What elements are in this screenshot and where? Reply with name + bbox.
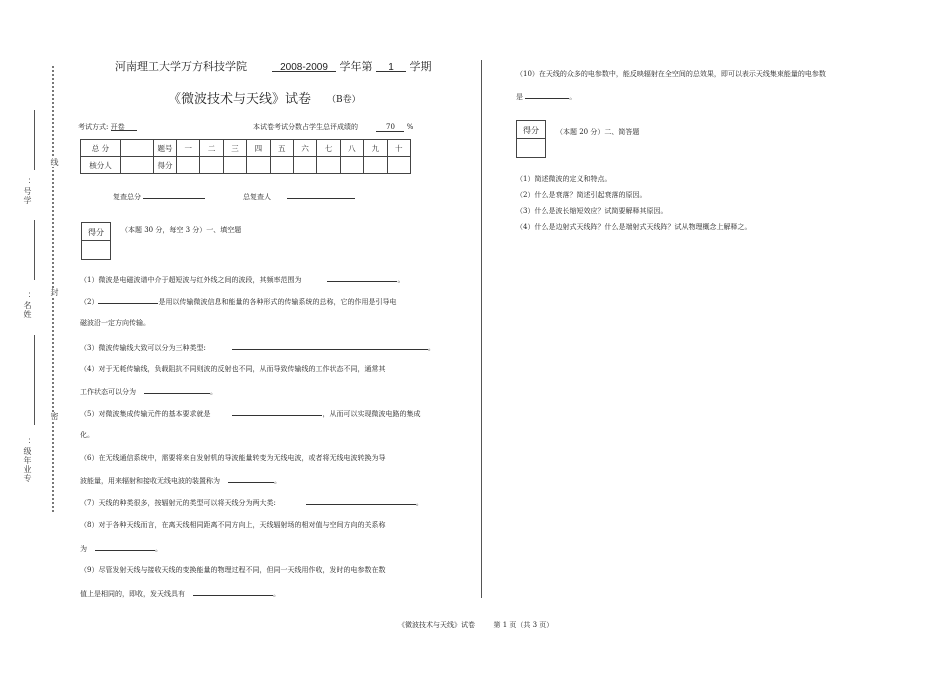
score-cell[interactable] [364,157,387,174]
question-7-line1 [80,497,423,508]
score-table [80,139,411,174]
question-2-line1 [80,296,396,307]
answer-blank[interactable] [232,342,428,350]
exam-mode-label: 考试方式: [78,123,109,131]
short-answer-4: （4）什么是边射式天线阵？什么是端射式天线阵？试从物理概念上解释之。 [516,223,752,231]
recheck-person [243,190,355,202]
score-cell[interactable] [177,157,200,174]
question-number-cell: 八 [340,140,363,157]
question-text: 工作状态可以分为 [80,388,136,396]
score-cell[interactable] [247,157,270,174]
academic-year: 2008-2009 [272,62,336,72]
score-table-row [81,140,411,157]
exam-title: 《微波技术与天线》试卷 [168,92,312,107]
answer-blank[interactable] [144,386,210,394]
question-4-line1 [80,364,385,374]
grader-cell[interactable] [121,157,154,174]
recheck-person-label: 总复查人 [243,193,271,201]
question-6-line2: 波能量，用来辐射和接收无线电波的装置称为 。 [80,477,281,485]
question-1-line1 [80,274,404,285]
page-footer [398,620,553,630]
question-number-cell: 四 [247,140,270,157]
question-text: 为 [80,545,87,553]
section1-heading: （本题 30 分，每空 3 分）一、填空题 [121,226,242,234]
student-id-label: ：号学 [23,178,32,205]
answer-blank[interactable] [193,588,273,596]
binding-seal-label: 封 [50,288,59,297]
score-cell[interactable] [293,157,316,174]
school-name: 河南理工大学万方科技学院 [115,60,247,73]
question-8-line2: 为 。 [80,545,162,553]
question-text: 化。 [80,431,94,439]
academic-year-suffix: 学年第 [339,60,373,73]
section1-score-label: 得分 [82,223,110,241]
question-text: 波能量，用来辐射和接收无线电波的装置称为 [80,477,220,485]
question-5-line1 [80,408,420,419]
recheck-total-blank[interactable] [143,190,205,199]
short-answer-2: （2）什么是衰落？简述引起衰落的原因。 [516,191,647,199]
score-ratio-unit: % [406,123,414,131]
question-8-line1 [80,520,385,530]
total-score-label: 总 分 [81,140,121,157]
question-text-tail: 。 [415,499,423,507]
grader-label: 核分人 [81,157,121,174]
exam-mode [78,122,137,132]
question-text-tail: 是用以传输微波信息和能量的各种形式的传输系统的总称，它的作用是引导电 [158,298,397,306]
footer-page-number: 第 1 页（共 3 页） [493,621,554,629]
answer-blank[interactable] [327,274,397,282]
score-table-row [81,157,411,174]
question-5-line2 [80,430,94,440]
recheck-total [113,190,205,202]
score-cell[interactable] [387,157,410,174]
score-cell[interactable] [317,157,340,174]
question-number-label: 题号 [154,140,177,157]
question-text-tail: 。 [427,344,435,352]
question-text-tail: 。 [397,276,405,284]
side-line [34,220,35,280]
answer-blank[interactable] [95,543,155,551]
question-text: （3）微波传输线大致可以分为三种类型: [80,344,206,352]
score-cell[interactable] [340,157,363,174]
question-9-line1 [80,565,385,575]
binding-secret-label: 密 [50,412,59,421]
question-number-cell: 十 [387,140,410,157]
answer-blank[interactable] [228,475,274,483]
question-number-cell: 六 [293,140,316,157]
question-text: （7）天线的种类很多，按辐射元的类型可以将天线分为两大类: [80,499,276,507]
score-ratio-value: 70 [376,123,404,132]
question-text-tail: ，从而可以实现微波电路的集成 [322,410,421,418]
question-text: （6）在无线通信系统中，需要将来自发射机的导波能量转变为无线电波，或者将无线电波转换为导 [80,454,386,462]
question-number-cell: 一 [177,140,200,157]
answer-blank[interactable] [98,296,158,304]
exam-header [115,58,432,74]
exam-mode-value: 开卷 [111,122,137,131]
question-text: （8）对于各种天线而言，在离天线相同距离不同方向上，天线辐射场的相对值与空间方向的关系称 [80,521,386,529]
score-ratio-text: 本试卷考试分数占学生总评成绩的 [253,123,358,131]
column-divider [481,60,482,598]
answer-blank[interactable] [525,91,569,99]
question-number-cell: 九 [364,140,387,157]
total-score-cell [121,140,154,157]
short-answer-3: （3）什么是波长缩短效应？试简要解释其原因。 [516,207,668,215]
score-ratio [253,122,413,132]
question-number-cell: 七 [317,140,340,157]
recheck-total-label: 复查总分 [113,193,141,201]
question-10-line2-text: 是 [516,93,523,101]
question-9-line2: 值上是相同的，即收，发天线具有 。 [80,590,280,598]
term-number: 1 [376,62,406,72]
score-cell[interactable] [200,157,223,174]
question-text: （4）对于无耗传输线，负载阻抗不同则波的反射也不同，从而导致传输线的工作状态不同，通常其 [80,365,386,373]
side-line [34,335,35,425]
section2-score-label: 得分 [517,121,545,139]
score-cell[interactable] [223,157,246,174]
recheck-person-blank[interactable] [287,190,355,199]
score-cell[interactable] [270,157,293,174]
student-name-label: ：名姓 [23,292,32,319]
side-line [34,110,35,170]
question-3-line1 [80,342,435,353]
score-label: 得分 [154,157,177,174]
question-text: （5）对微波集成传输元件的基本要求就是 [80,410,211,418]
section2-heading: （本题 20 分）二、简答题 [556,128,640,136]
question-text: （1）微波是电磁波谱中介于超短波与红外线之间的波段，其频率范围为 [80,276,302,284]
question-6-line1 [80,453,385,463]
question-4-line2: 工作状态可以分为 。 [80,388,217,396]
binding-line-label: 线 [50,158,59,167]
short-answer-1: （1）简述微波的定义和特点。 [516,175,612,183]
question-number-cell: 五 [270,140,293,157]
term-suffix: 学期 [409,60,432,73]
section2-score-box [516,120,546,158]
paper-code: （B卷） [327,95,361,105]
question-text: 值上是相同的，即收，发天线具有 [80,590,185,598]
answer-blank[interactable] [306,497,416,505]
question-10-line2: 是 。 [516,93,577,101]
major-grade-label: ：级年业专 [23,438,32,483]
question-text: （2） [80,298,99,306]
question-number-cell: 三 [223,140,246,157]
answer-blank[interactable] [232,408,322,416]
question-text: （9）尽管发射天线与接收天线的变换能量的物理过程不同，但同一天线用作收，发时的电参数在数 [80,566,386,574]
question-10-line1: （10）在天线的众多的电参数中，能反映辐射在全空间的总效果，即可以表示天线集束能量的电参数 [516,70,826,78]
section1-score-box [81,222,111,260]
question-2-line2 [80,318,150,328]
question-text: 磁波沿一定方向传输。 [80,319,150,327]
footer-title: 《微波技术与天线》试卷 [398,621,475,629]
question-number-cell: 二 [200,140,223,157]
